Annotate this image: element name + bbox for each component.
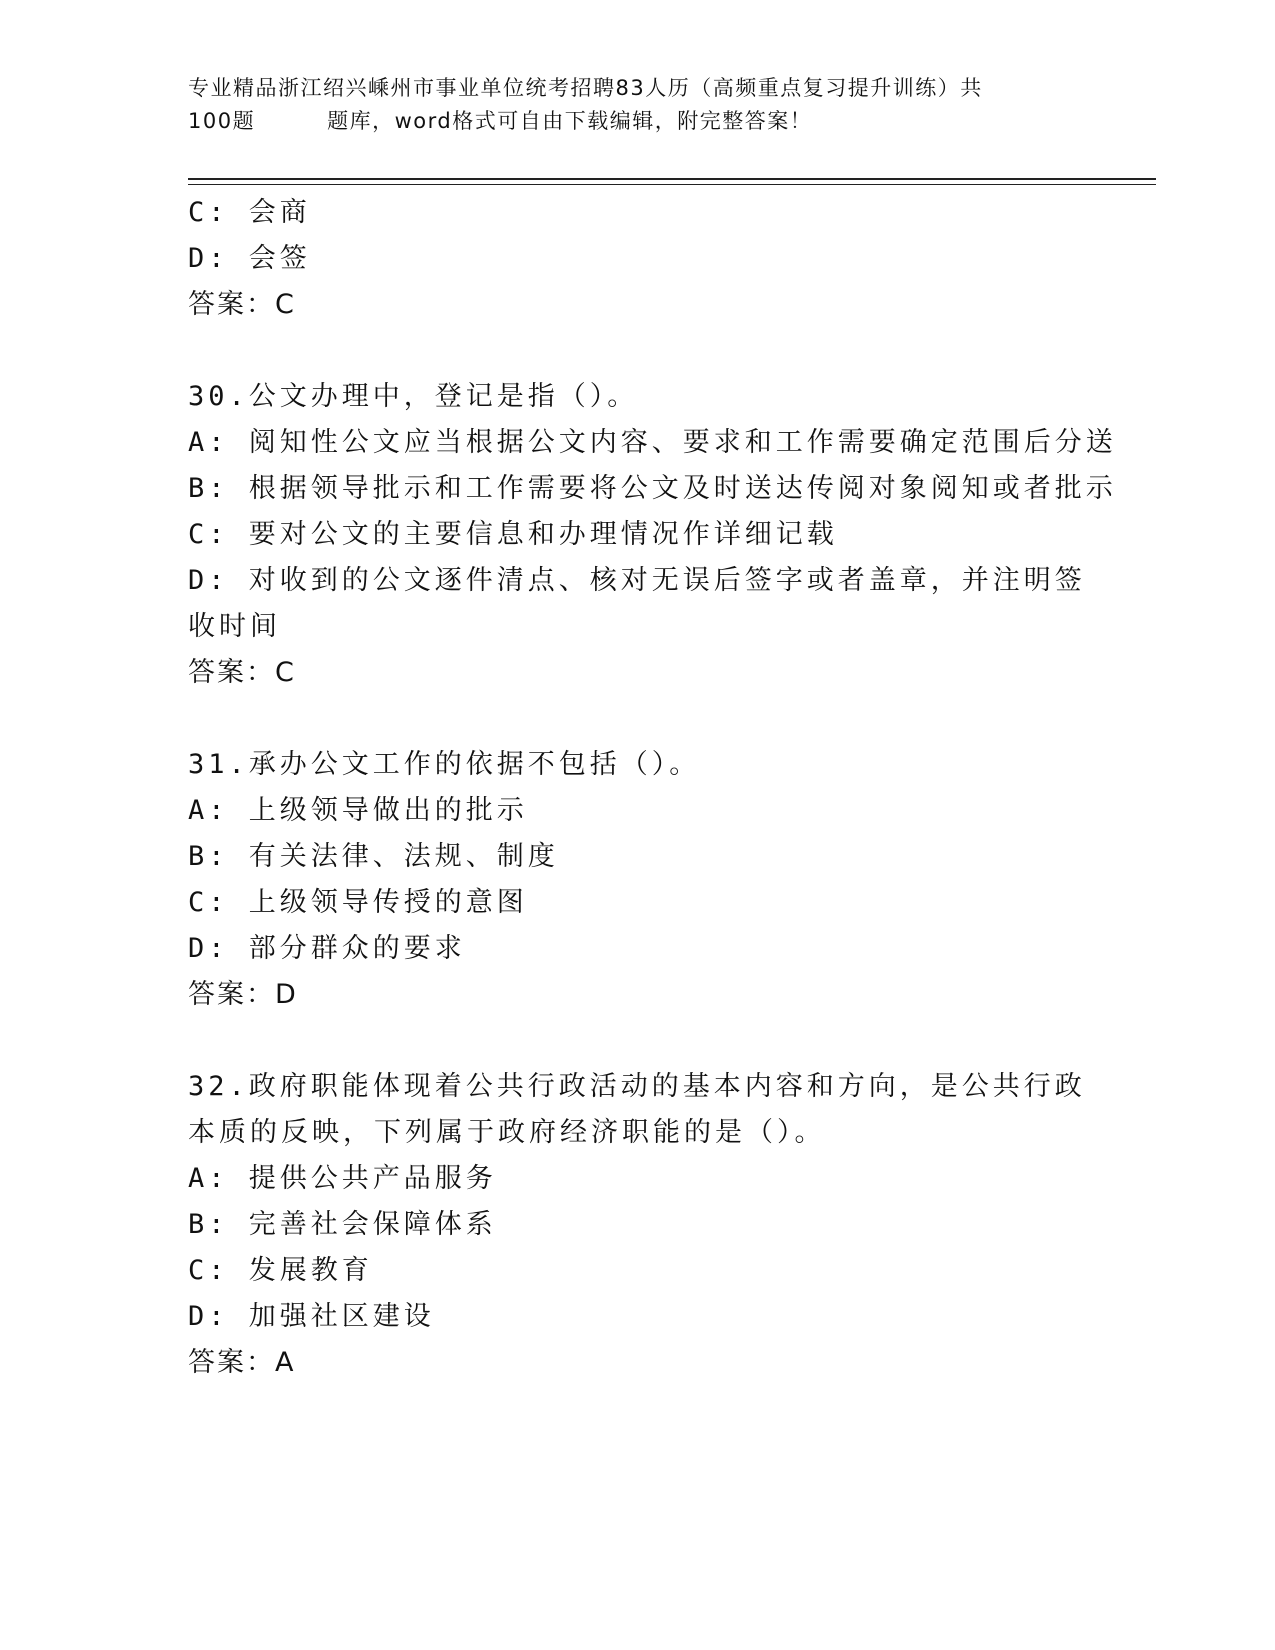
option-text: 上级领导传授的意图	[248, 887, 528, 918]
header-divider-thin	[188, 184, 1156, 185]
header-title-line2	[188, 105, 1088, 138]
answer-value: C	[275, 657, 296, 688]
option-text: 会商	[248, 197, 311, 228]
option-label: A:	[188, 427, 229, 458]
option-label: C:	[188, 197, 229, 228]
option-b	[188, 834, 1088, 880]
question-list	[188, 190, 1117, 1386]
answer-value: A	[275, 1347, 296, 1378]
option-label: D:	[188, 933, 229, 964]
option-d	[188, 236, 1088, 282]
answer-value: D	[275, 979, 298, 1010]
option-a	[188, 420, 1117, 466]
option-label: C:	[188, 1255, 229, 1286]
option-text: 有关法律、法规、制度	[248, 841, 559, 872]
question-block-30	[188, 374, 1117, 696]
answer-label: 答案：	[188, 979, 275, 1010]
header-divider-thick	[188, 178, 1156, 180]
option-text: 上级领导做出的批示	[248, 795, 528, 826]
option-d	[188, 926, 1088, 972]
option-label: B:	[188, 841, 229, 872]
question-stem: 32.政府职能体现着公共行政活动的基本内容和方向，是公共行政本质的反映，下列属于政府经济职能的是（）。	[188, 1071, 1086, 1148]
option-label: C:	[188, 519, 229, 550]
answer-line	[188, 972, 1088, 1018]
option-text: 部分群众的要求	[248, 933, 466, 964]
option-text: 根据领导批示和工作需要将公文及时送达传阅对象阅知或者批示	[248, 473, 1117, 504]
option-label: D:	[188, 1301, 229, 1332]
option-label: D:	[188, 243, 229, 274]
option-text: 发展教育	[248, 1255, 373, 1286]
option-label: A:	[188, 1163, 229, 1194]
answer-line	[188, 1340, 1088, 1386]
option-a	[188, 788, 1088, 834]
option-d	[188, 1294, 1088, 1340]
answer-label: 答案：	[188, 1347, 275, 1378]
option-text: 对收到的公文逐件清点、核对无误后签字或者盖章，并注明签收时间	[188, 565, 1086, 642]
option-label: B:	[188, 1209, 229, 1240]
option-c	[188, 880, 1088, 926]
option-label: B:	[188, 473, 229, 504]
option-b	[188, 466, 1117, 512]
answer-line	[188, 282, 1088, 328]
question-block-31	[188, 742, 1088, 1018]
option-text: 完善社会保障体系	[248, 1209, 497, 1240]
question-block-32	[188, 1064, 1088, 1386]
option-c	[188, 512, 1088, 558]
option-c	[188, 190, 1088, 236]
answer-label: 答案：	[188, 289, 275, 320]
option-text: 阅知性公文应当根据公文内容、要求和工作需要确定范围后分送	[248, 427, 1117, 458]
option-b	[188, 1202, 1088, 1248]
answer-value: C	[275, 289, 296, 320]
option-c	[188, 1248, 1088, 1294]
answer-label: 答案：	[188, 657, 275, 688]
option-text: 会签	[248, 243, 311, 274]
page-header	[188, 72, 1088, 138]
option-label: C:	[188, 887, 229, 918]
question-block-continued	[188, 190, 1088, 328]
header-question-count: 100题	[188, 109, 256, 133]
question-stem: 31.承办公文工作的依据不包括（）。	[188, 749, 701, 780]
option-text: 要对公文的主要信息和办理情况作详细记载	[248, 519, 838, 550]
header-description: 题库，word格式可自由下载编辑，附完整答案！	[327, 109, 813, 133]
option-text: 提供公共产品服务	[248, 1163, 497, 1194]
option-label: D:	[188, 565, 229, 596]
option-a	[188, 1156, 1088, 1202]
header-title-line1: 专业精品浙江绍兴嵊州市事业单位统考招聘83人历（高频重点复习提升训练）共	[188, 76, 983, 100]
option-label: A:	[188, 795, 229, 826]
question-stem: 30.公文办理中，登记是指（）。	[188, 381, 639, 412]
answer-line	[188, 650, 1088, 696]
option-d	[188, 558, 1088, 650]
option-text: 加强社区建设	[248, 1301, 435, 1332]
